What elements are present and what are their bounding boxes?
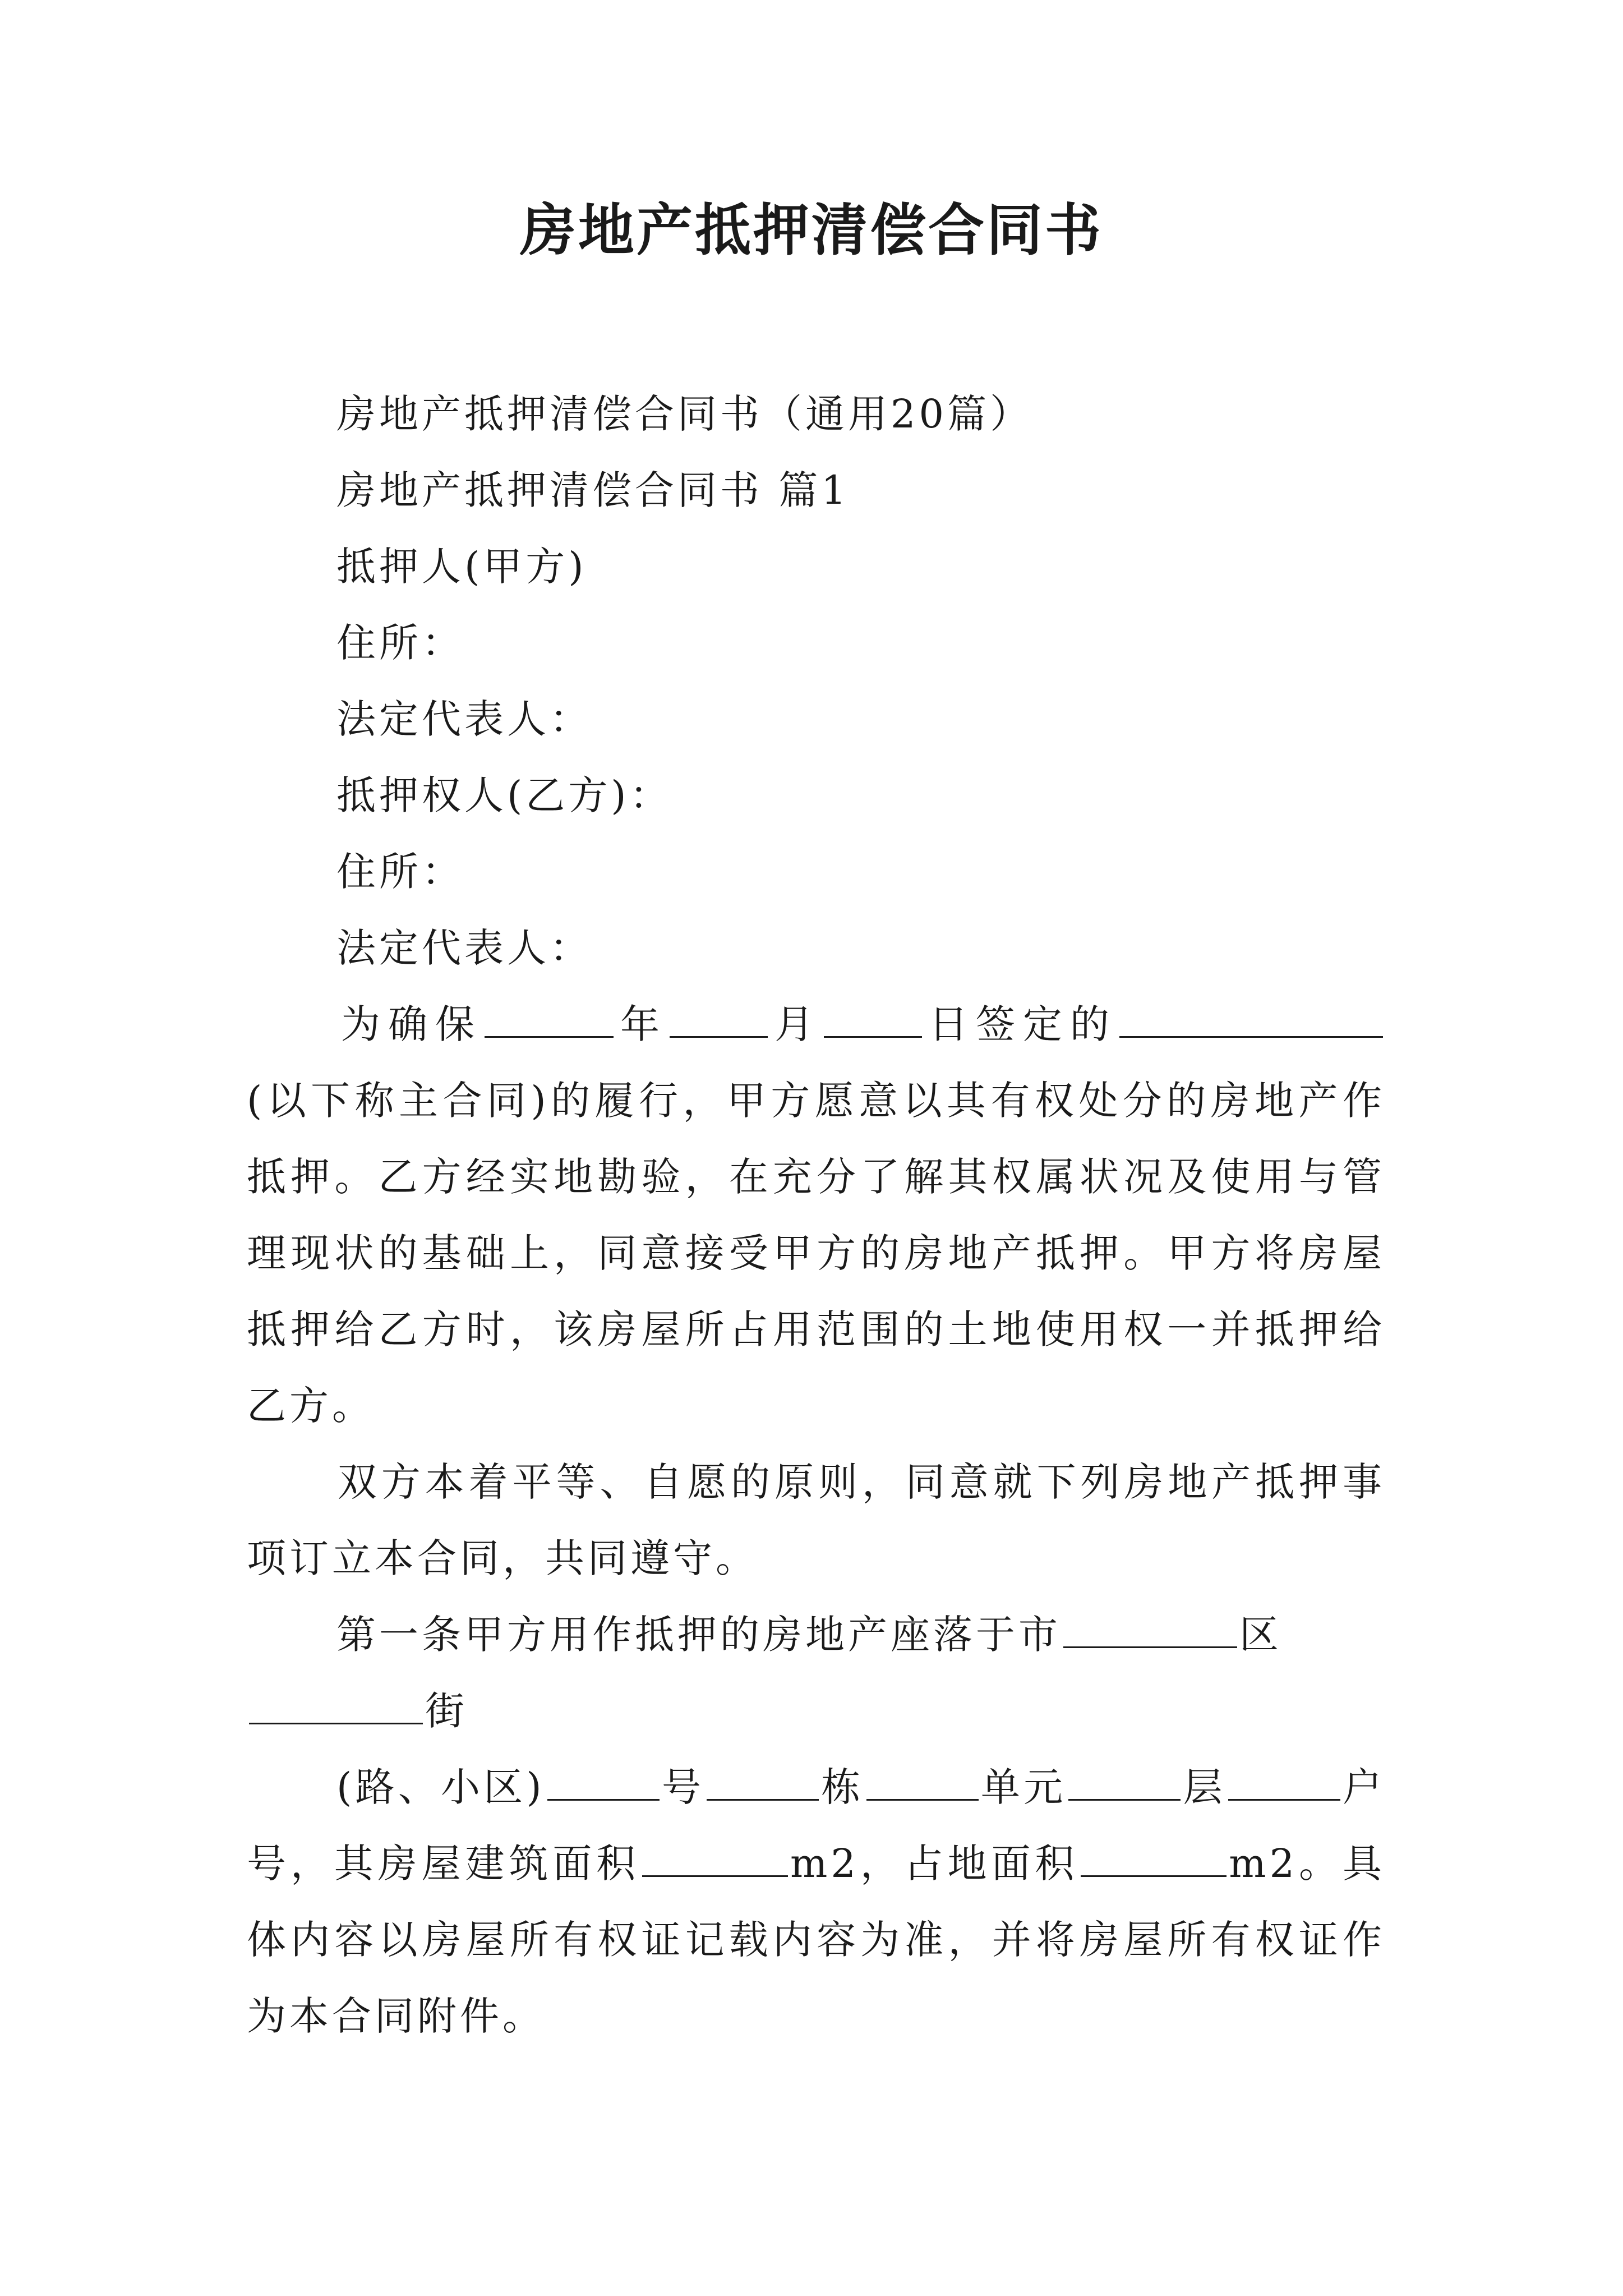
party-b-rep-label: 法定代表人：: [336, 925, 592, 971]
text-segment: 年: [616, 1001, 667, 1047]
blank-building-area: [642, 1842, 788, 1877]
document-subtitle: 房地产抵押清偿合同书（通用20篇）: [336, 391, 1033, 437]
article-1: [247, 1596, 1385, 1749]
text-segment: (路、小区): [336, 1764, 545, 1810]
section-heading: 房地产抵押清偿合同书 篇1: [336, 467, 850, 513]
blank-building: [866, 1765, 979, 1801]
text-segment: (以下称主合同)的履行，甲方愿意以其有权处分的房地产作抵押。乙方经实地勘验，在充分了解其权属状况及使用与管理现状的基础上，同意接受甲方的房地产抵押。甲方将房屋抵押给乙方时，该房屋所占用范围的土地使用权一并抵押给乙方。: [247, 1078, 1385, 1429]
blank-city: [1063, 1613, 1237, 1648]
blank-day: [824, 1002, 922, 1038]
paragraph-property-details: [247, 1749, 1385, 2054]
text-segment: 号: [661, 1764, 705, 1810]
document-body: [247, 376, 1385, 2054]
text-segment: m2，占地面积: [790, 1841, 1079, 1887]
blank-district: [249, 1689, 423, 1724]
text-segment: 第一条甲方用作抵押的房地产座落于市: [336, 1612, 1061, 1658]
text-segment: 双方本着平等、自愿的原则，同意就下列房地产抵押事项订立本合同，共同遵守。: [247, 1459, 1385, 1581]
text-segment: 单元: [980, 1764, 1067, 1810]
text-segment: 日签定的: [924, 1001, 1117, 1047]
blank-unit: [1068, 1765, 1181, 1801]
party-a-label: 抵押人(甲方): [336, 544, 587, 590]
text-segment: 街: [425, 1688, 468, 1734]
party-a-rep-label: 法定代表人：: [336, 696, 592, 742]
blank-number: [707, 1765, 819, 1801]
blank-land-area: [1081, 1842, 1227, 1877]
text-segment: 区: [1239, 1612, 1282, 1658]
blank-floor: [1228, 1765, 1340, 1801]
party-b-label: 抵押权人(乙方)：: [336, 772, 672, 818]
party-b-address-label: 住所：: [336, 849, 464, 895]
document-title: 房地产抵押清偿合同书: [520, 197, 1103, 263]
paragraph-purpose: [247, 986, 1385, 1444]
text-segment: m2。具体内容以房屋所有权证记载内容为准，并将房屋所有权证作为本合同附件。: [247, 1841, 1385, 2039]
paragraph-principle: [247, 1444, 1385, 1596]
blank-month: [670, 1002, 768, 1038]
blank-year: [485, 1002, 614, 1038]
blank-contract-name: [1119, 1002, 1383, 1038]
text-segment: 户号，其房屋建筑面积: [247, 1764, 1386, 1887]
text-segment: 栋: [821, 1764, 864, 1810]
blank-street: [547, 1765, 660, 1801]
text-segment: 为确保: [336, 1001, 482, 1047]
text-segment: 月: [770, 1001, 822, 1047]
text-segment: 层: [1183, 1764, 1226, 1810]
party-a-address-label: 住所：: [336, 620, 464, 666]
